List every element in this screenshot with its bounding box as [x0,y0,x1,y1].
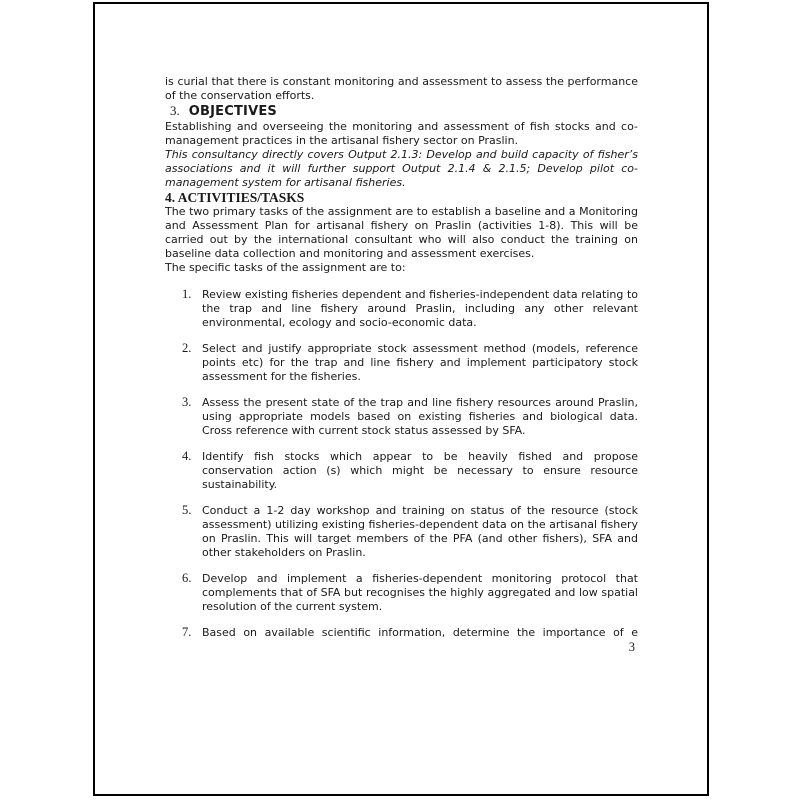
task-list [165,288,638,640]
task-list-item [165,342,638,384]
task-text: Conduct a 1-2 day workshop and training on status of the resource (stock assessment) utilizing existing fisheries-dependent data on the artisanal fishery on Praslin. This will target members of the PFA (and other fishers), SFA and other stakeholders on Praslin. [202,504,638,559]
task-text: Assess the present state of the trap and line fishery resources around Praslin, using appropriate models based on existing fisheries and biological data. Cross reference with current stock status assessed by SFA. [202,396,638,437]
consultancy-note: This consultancy directly covers Output 2.1.3: Develop and build capacity of fisher’s associations and it will further support Output 2.1.4 & 2.1.5; Develop pilot co-management system for artisanal fisheries. [165,148,638,189]
task-number: 6. [182,571,192,585]
objectives-heading-number: 3. [170,103,180,118]
activities-body: The two primary tasks of the assignment are to establish a baseline and a Monitoring and Assessment Plan for artisanal fishery on Praslin (activities 1-8). This will be carried out by the international consultant who will also conduct the training on baseline data collection and monitoring and assessment exercises. [165,205,638,260]
task-number: 5. [182,503,192,517]
task-number: 2. [182,341,192,355]
objectives-heading-title: OBJECTIVES [188,104,277,119]
page-number: 3 [628,640,635,654]
task-list-item [165,450,638,492]
task-list-item [165,626,638,640]
activities-heading: 4. ACTIVITIES/TASKS [165,190,305,205]
task-text: Develop and implement a fisheries-dependent monitoring protocol that complements that of SFA but recognises the highly aggregated and low spatial resolution of the current system. [202,572,638,613]
page-content [165,75,638,654]
task-list-item [165,396,638,438]
task-number: 3. [182,395,192,409]
task-text: Review existing fisheries dependent and fisheries-independent data relating to the trap and line fishery around Praslin, including any other relevant environmental, ecology and socio-economic data. [202,288,638,329]
task-text: Select and justify appropriate stock assessment method (models, reference points etc) for the trap and line fishery and implement participatory stock assessment for the fisheries. [202,342,638,383]
task-list-item [165,572,638,614]
task-number: 4. [182,449,192,463]
task-list-item [165,504,638,560]
task-text: Identify fish stocks which appear to be heavily fished and propose conservation action (s) which might be necessary to ensure resource sustainability. [202,450,638,491]
objectives-body: Establishing and overseeing the monitoring and assessment of fish stocks and co-management practices in the artisanal fishery sector on Praslin. [165,120,638,147]
task-list-item [165,288,638,330]
task-number: 7. [182,625,192,639]
intro-paragraph: is curial that there is constant monitoring and assessment to assess the performance of the conservation efforts. [165,75,638,102]
objectives-heading [165,103,638,120]
page-frame [93,2,709,796]
task-text: Based on available scientific information, determine the importance of e [202,626,638,639]
task-number: 1. [182,287,192,301]
tasks-intro: The specific tasks of the assignment are to: [165,261,406,274]
